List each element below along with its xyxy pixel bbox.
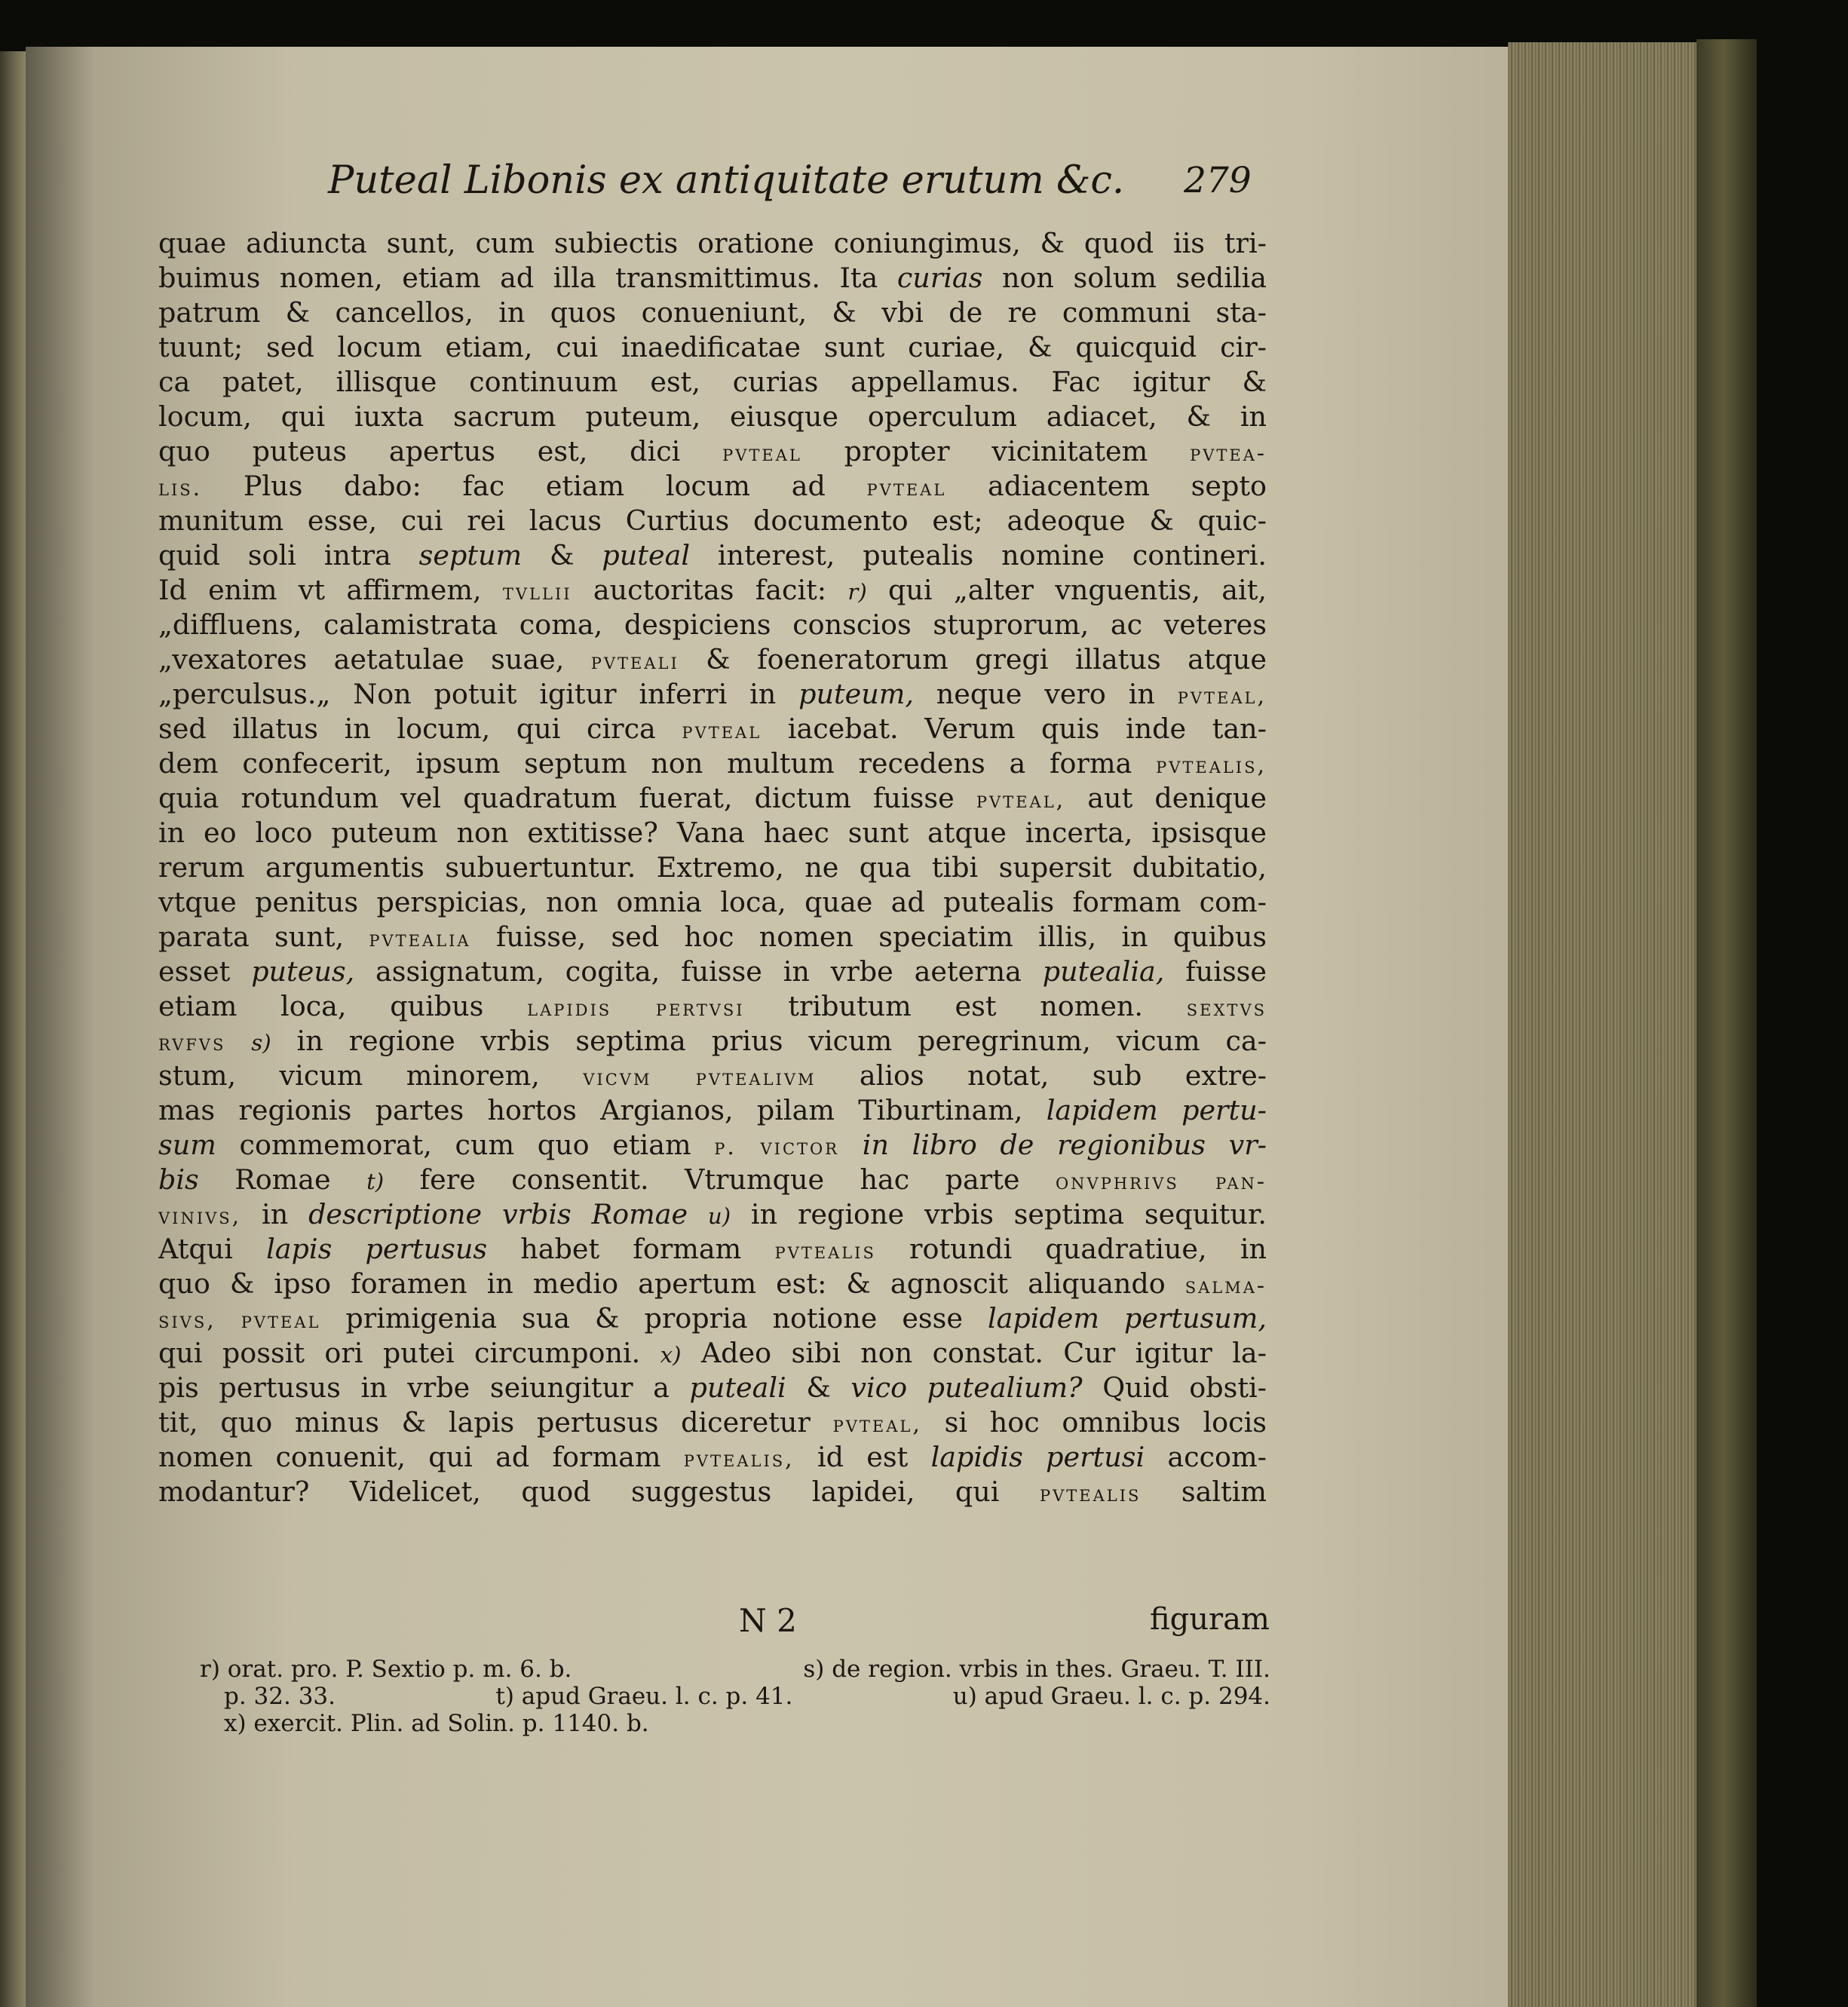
- text-run: non solum sedilia: [982, 262, 1267, 294]
- italic-run: puteali: [689, 1371, 786, 1404]
- text-run: propter vicinitatem: [801, 435, 1191, 467]
- small-caps-name: pvteal,: [976, 787, 1066, 814]
- text-line: [158, 538, 1267, 573]
- footnote-reference: u): [707, 1203, 731, 1229]
- footnote-row: [200, 1683, 1270, 1710]
- footnote-s: s) de region. vrbis in thes. Graeu. T. III.: [803, 1656, 1270, 1683]
- footnote-row: [200, 1656, 1270, 1683]
- text-run: modantur? Videlicet, quod suggestus lapidei, qui: [158, 1475, 1040, 1508]
- text-run: munitum esse, cui rei lacus Curtius documento est; adeoque & quic-: [158, 504, 1267, 537]
- text-line: [158, 573, 1267, 608]
- footnote-row: [200, 1710, 1270, 1737]
- text-line: [158, 885, 1267, 920]
- italic-run: puteus,: [251, 955, 355, 988]
- text-line: [158, 989, 1267, 1024]
- text-run: interest, putealis nomine contineri.: [690, 539, 1267, 571]
- text-line: [158, 400, 1267, 434]
- text-run: & foeneratorum gregi illatus atque: [679, 643, 1267, 676]
- text-line: [158, 330, 1267, 365]
- small-caps-name: sivs,: [158, 1307, 216, 1334]
- text-line: [158, 850, 1267, 885]
- text-run: quo puteus apertus est, dici: [158, 435, 723, 467]
- text-run: quia rotundum vel quadratum fuerat, dictum fuisse: [158, 782, 976, 814]
- small-caps-name: pvtealis,: [1156, 752, 1267, 779]
- small-caps-name: p. victor: [714, 1134, 840, 1160]
- text-line: [158, 1197, 1267, 1232]
- text-run: rotundi quadratiue, in: [875, 1233, 1267, 1265]
- small-caps-name: sextvs: [1186, 995, 1267, 1022]
- text-run: auctoritas facit:: [572, 574, 848, 606]
- small-caps-name: pvteal: [866, 475, 947, 501]
- text-run: tuunt; sed locum etiam, cui inaedificatae sunt curiae, & quicquid cir-: [158, 331, 1267, 363]
- text-run: Quid obsti-: [1082, 1371, 1267, 1404]
- text-run: rerum argumentis subuertuntur. Extremo, ne qua tibi supersit dubitatio,: [158, 851, 1267, 884]
- text-run: adiacentem septo: [946, 470, 1267, 502]
- book-cover-edge: [1696, 39, 1757, 2007]
- text-run: iacebat. Verum quis inde tan-: [762, 712, 1267, 745]
- text-run: qui „alter vnguentis, ait,: [866, 574, 1267, 606]
- page-header: [158, 158, 1267, 219]
- italic-run: septum: [418, 539, 523, 571]
- text-line: [158, 261, 1267, 296]
- text-run: &: [786, 1371, 851, 1404]
- small-caps-name: lapidis pertvsi: [527, 995, 745, 1022]
- text-run: parata sunt,: [158, 921, 369, 953]
- text-line: [158, 1093, 1267, 1128]
- small-caps-name: pvtealis,: [683, 1446, 795, 1472]
- text-run: mas regionis partes hortos Argianos, pilam Tiburtinam,: [158, 1094, 1047, 1126]
- text-run: assignatum, cogita, fuisse in vrbe aeterna: [354, 955, 1043, 988]
- text-run: fere consentit. Vtrumque hac parte: [384, 1163, 1056, 1196]
- small-caps-name: vinivs,: [158, 1203, 242, 1230]
- text-run: locum, qui iuxta sacrum puteum, eiusque operculum adiacet, & in: [158, 400, 1267, 433]
- text-run: neque vero in: [913, 678, 1178, 710]
- text-line: [158, 712, 1267, 746]
- text-line: [158, 1232, 1267, 1267]
- text-run: commemorat, cum quo etiam: [216, 1129, 715, 1161]
- text-run: qui possit ori putei circumponi.: [158, 1337, 660, 1369]
- text-line: [158, 469, 1267, 504]
- text-run: id est: [794, 1441, 931, 1473]
- small-caps-name: vicvm pvtealivm: [583, 1065, 817, 1091]
- text-run: „vexatores aetatulae suae,: [158, 643, 591, 676]
- italic-run: in libro de regionibus vr-: [862, 1129, 1267, 1161]
- page-block-edge: [1508, 42, 1696, 2007]
- text-run: esset: [158, 955, 252, 988]
- text-run: patrum & cancellos, in quos conueniunt, & vbi de re communi sta-: [158, 296, 1267, 329]
- text-line: [158, 365, 1267, 400]
- body-text: [158, 226, 1267, 1509]
- small-caps-name: pvtealis: [1039, 1481, 1142, 1507]
- text-run: in regione vrbis septima prius vicum peregrinum, vicum ca-: [271, 1025, 1267, 1057]
- text-run: Romae: [198, 1163, 367, 1196]
- footnote-reference: t): [366, 1169, 385, 1194]
- footnote-reference: x): [660, 1342, 682, 1368]
- text-run: sed illatus in locum, qui circa: [158, 712, 682, 745]
- footnote-x: x) exercit. Plin. ad Solin. p. 1140. b.: [224, 1710, 649, 1737]
- italic-run: lapidem pertu-: [1046, 1094, 1267, 1126]
- small-caps-name: tvllii: [502, 579, 572, 605]
- footnote-reference: r): [847, 579, 867, 605]
- small-caps-name: onvphrivs pan-: [1055, 1169, 1267, 1195]
- text-run: Adeo sibi non constat. Cur igitur la-: [681, 1337, 1267, 1369]
- text-run: Atqui: [158, 1233, 267, 1265]
- gutter-shadow: [26, 47, 93, 2007]
- text-run: in: [241, 1198, 309, 1230]
- italic-run: puteal: [602, 539, 690, 571]
- text-run: „perculsus.„ Non potuit igitur inferri in: [158, 678, 799, 710]
- small-caps-name: pvteali: [590, 648, 679, 675]
- text-line: [158, 226, 1267, 261]
- text-line: [158, 677, 1267, 712]
- italic-run: sum: [158, 1129, 216, 1161]
- text-line: [158, 1475, 1267, 1509]
- text-run: saltim: [1141, 1475, 1267, 1508]
- text-run: vtque penitus perspicias, non omnia loca, quae ad putealis formam com-: [158, 886, 1267, 918]
- small-caps-name: pvteal: [241, 1307, 321, 1334]
- footnote-s-continued: p. 32. 33.: [224, 1683, 336, 1710]
- italic-run: putealia,: [1042, 955, 1165, 988]
- text-line: [158, 954, 1267, 989]
- text-run: [216, 1302, 241, 1334]
- text-run: [225, 1025, 251, 1057]
- footnotes: [200, 1656, 1270, 1737]
- text-run: primigenia sua & propria notione esse: [320, 1302, 988, 1334]
- italic-run: descriptione vrbis Romae: [308, 1198, 688, 1230]
- italic-run: lapidem pertusum,: [987, 1302, 1267, 1334]
- small-caps-name: pvteal,: [1177, 683, 1267, 709]
- text-run: fuisse: [1164, 955, 1267, 988]
- text-run: [688, 1198, 708, 1230]
- text-run: aut denique: [1065, 782, 1267, 814]
- text-line: [158, 1336, 1267, 1371]
- small-caps-name: pvtealia: [369, 926, 471, 952]
- text-line: [158, 1059, 1267, 1093]
- italic-run: lapis pertusus: [266, 1233, 488, 1265]
- italic-run: bis: [158, 1163, 199, 1196]
- text-run: stum, vicum minorem,: [158, 1059, 584, 1092]
- text-line: [158, 781, 1267, 816]
- text-line: [158, 1371, 1267, 1405]
- text-run: si hoc omnibus locis: [921, 1406, 1267, 1439]
- text-run: pis pertusus in vrbe seiungitur a: [158, 1371, 690, 1404]
- text-line: [158, 1301, 1267, 1336]
- text-run: in regione vrbis septima sequitur.: [731, 1198, 1267, 1230]
- text-run: quid soli intra: [158, 539, 419, 571]
- text-line: [158, 1440, 1267, 1475]
- small-caps-name: lis.: [158, 475, 203, 501]
- text-run: [839, 1129, 863, 1161]
- previous-page-edge: [0, 51, 26, 2007]
- text-run: accom-: [1145, 1441, 1267, 1473]
- text-run: „diffluens, calamistrata coma, despiciens conscios stuprorum, ac veteres: [158, 608, 1267, 641]
- text-line: [158, 504, 1267, 538]
- text-line: [158, 1024, 1267, 1059]
- small-caps-name: pvtea-: [1190, 440, 1267, 467]
- page-number: 279: [1184, 160, 1252, 201]
- text-line: [158, 1128, 1267, 1163]
- text-line: [158, 434, 1267, 469]
- text-run: Plus dabo: fac etiam locum ad: [202, 470, 867, 502]
- small-caps-name: rvfvs: [158, 1030, 226, 1056]
- text-run: tit, quo minus & lapis pertusus diceretur: [158, 1406, 833, 1439]
- signature-mark: N 2: [739, 1602, 797, 1639]
- text-run: quo & ipso foramen in medio apertum est: & agnoscit aliquando: [158, 1267, 1185, 1300]
- italic-run: vico putealium?: [850, 1371, 1083, 1404]
- italic-run: curias: [896, 262, 983, 294]
- text-line: [158, 1405, 1267, 1440]
- text-run: buimus nomen, etiam ad illa transmittimus. Ita: [158, 262, 897, 294]
- text-line: [158, 816, 1267, 850]
- text-line: [158, 920, 1267, 954]
- text-run: Id enim vt affirmem,: [158, 574, 503, 606]
- text-run: tributum est nomen.: [744, 990, 1187, 1022]
- text-run: habet formam: [487, 1233, 775, 1265]
- text-line: [158, 296, 1267, 330]
- footnote-reference: s): [251, 1030, 271, 1056]
- small-caps-name: salma-: [1184, 1273, 1267, 1299]
- text-line: [158, 746, 1267, 781]
- text-run: dem confecerit, ipsum septum non multum recedens a forma: [158, 747, 1157, 780]
- text-line: [158, 1163, 1267, 1197]
- text-line: [158, 642, 1267, 677]
- text-run: in eo loco puteum non extitisse? Vana haec sunt atque incerta, ipsisque: [158, 817, 1267, 849]
- footnote-u: u) apud Graeu. l. c. p. 294.: [952, 1683, 1270, 1710]
- text-run: ca patet, illisque continuum est, curias appellamus. Fac igitur &: [158, 366, 1267, 398]
- running-head: Puteal Libonis ex antiquitate erutum &c.: [328, 158, 1125, 203]
- text-run: fuisse, sed hoc nomen speciatim illis, in quibus: [470, 921, 1267, 953]
- small-caps-name: pvtealis: [774, 1238, 876, 1264]
- text-run: alios notat, sub extre-: [816, 1059, 1267, 1092]
- text-line: [158, 608, 1267, 642]
- italic-run: puteum,: [798, 678, 914, 710]
- footnote-t: t) apud Graeu. l. c. p. 41.: [495, 1683, 793, 1710]
- catchword: figuram: [1150, 1602, 1270, 1637]
- small-caps-name: pvteal: [682, 718, 762, 744]
- italic-run: lapidis pertusi: [930, 1441, 1145, 1473]
- text-line: [158, 1267, 1267, 1301]
- text-run: quae adiuncta sunt, cum subiectis oratione coniungimus, & quod iis tri-: [158, 227, 1267, 259]
- text-run: nomen conuenit, qui ad formam: [158, 1441, 684, 1473]
- small-caps-name: pvteal: [722, 440, 802, 467]
- text-run: etiam loca, quibus: [158, 990, 528, 1022]
- text-run: &: [522, 539, 602, 571]
- small-caps-name: pvteal,: [832, 1411, 922, 1438]
- footnote-r: r) orat. pro. P. Sextio p. m. 6. b.: [200, 1656, 572, 1683]
